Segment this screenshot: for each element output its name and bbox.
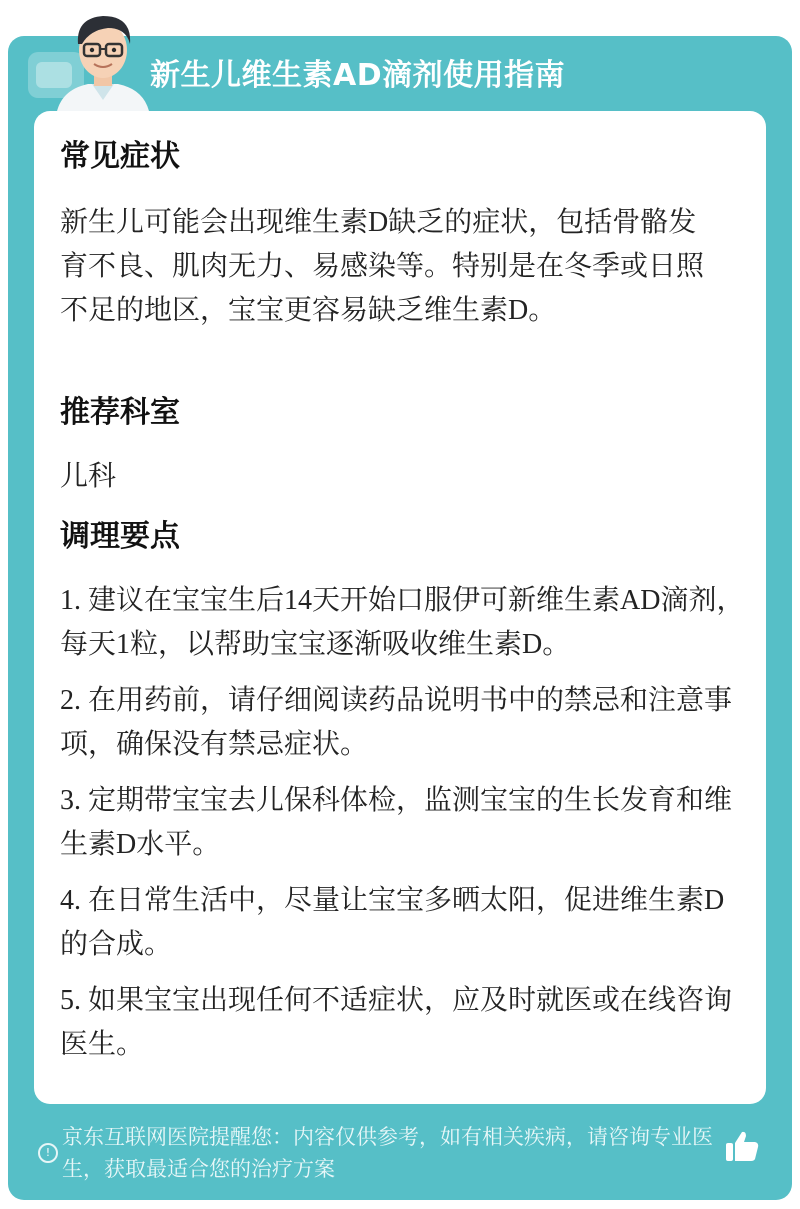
care-step: 3. 定期带宝宝去儿保科体检，监测宝宝的生长发育和维生素D水平。: [60, 785, 733, 860]
care-steps: [60, 579, 750, 1079]
symptoms-body: 新生儿可能会出现维生素D缺乏的症状，包括骨骼发育不良、肌肉无力、易感染等。特别是在冬季或日照不足的地区，宝宝更容易缺乏维生素D。: [60, 207, 705, 326]
department-title: 推荐科室: [60, 395, 180, 430]
care-title: 调理要点: [60, 519, 180, 554]
symptoms-title: 常见症状: [60, 139, 180, 174]
content-card: [34, 111, 766, 1104]
page-title: 新生儿维生素AD滴剂使用指南: [150, 58, 566, 93]
care-step: 4. 在日常生活中，尽量让宝宝多晒太阳，促进维生素D的合成。: [60, 885, 725, 960]
care-step: 2. 在用药前，请仔细阅读药品说明书中的禁忌和注意事项，确保没有禁忌症状。: [60, 685, 733, 760]
thumbs-up-icon[interactable]: [724, 1128, 760, 1164]
care-step: 5. 如果宝宝出现任何不适症状，应及时就医或在线咨询医生。: [60, 985, 733, 1060]
department-body: 儿科: [60, 461, 117, 492]
care-step: 1. 建议在宝宝生后14天开始口服伊可新维生素AD滴剂，每天1粒，以帮助宝宝逐渐吸收维生素D。: [60, 585, 745, 660]
doctor-avatar: [48, 4, 158, 116]
footer-notice: 京东互联网医院提醒您：内容仅供参考，如有相关疾病，请咨询专业医生，获取最适合您的治疗方案: [62, 1125, 713, 1181]
info-icon: !: [38, 1143, 58, 1163]
